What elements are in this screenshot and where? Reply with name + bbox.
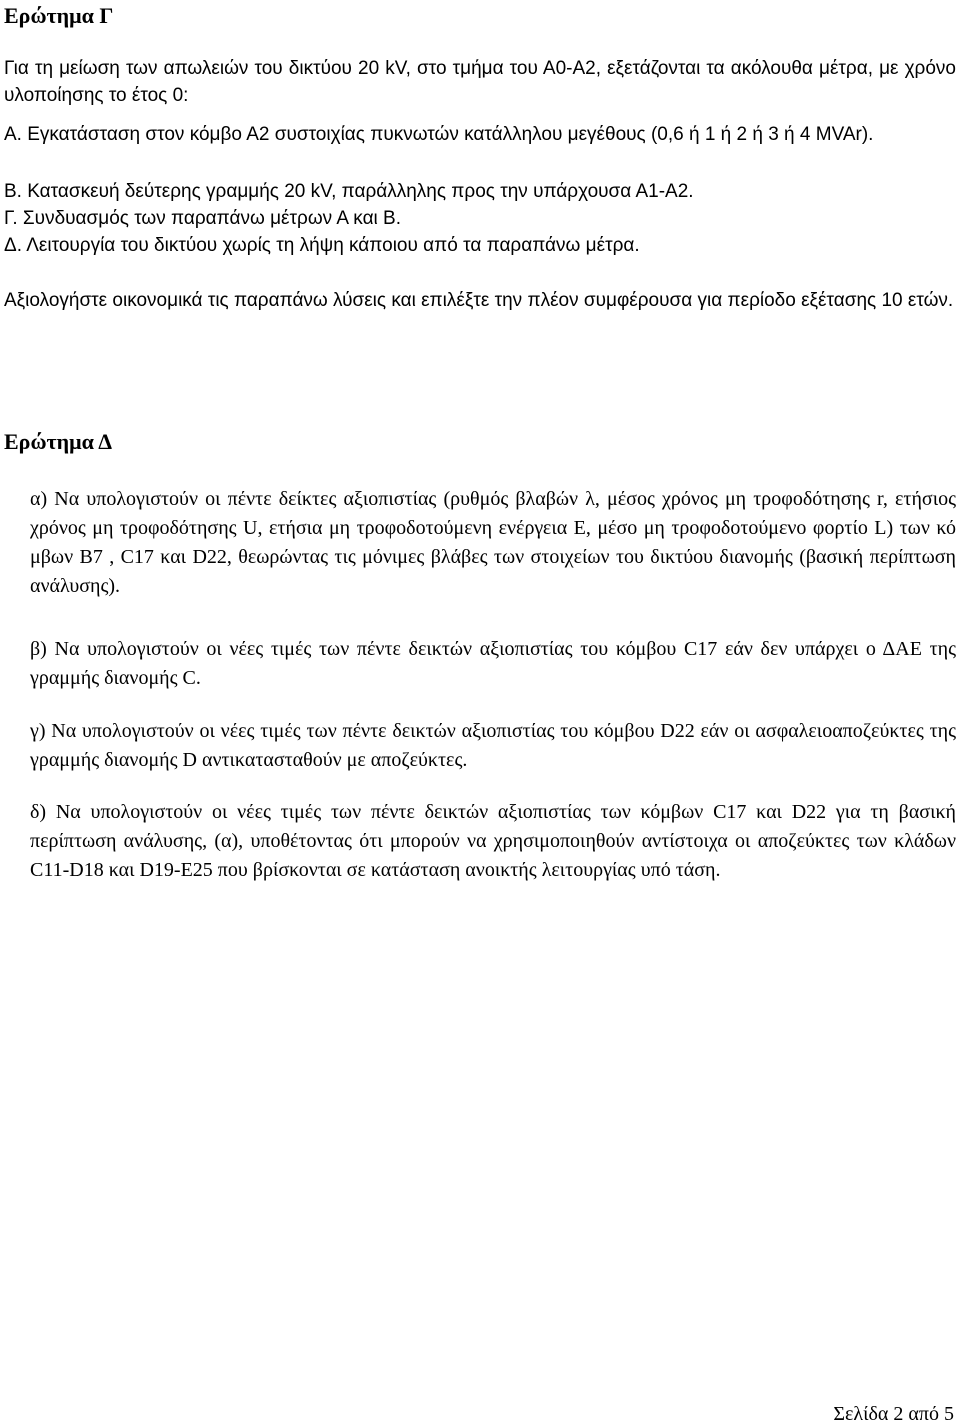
page-number: Σελίδα 2 από 5 xyxy=(833,1403,954,1425)
option-c: Γ. Συνδυασμός των παραπάνω μέτρων Α και Β. xyxy=(4,208,402,229)
question-d-part-d: δ) Να υπολογιστούν οι νέες τιμές των πέντε δεικτών αξιοπιστίας των κόμβων C17 και D22 για τη βασική περίπτωση ανάλυσης, (α), υποθέτοντας ότι μπορούν να χρησιμοποιηθούν αντίστοιχα οι αποζεύκτες των κλάδων C11-D18 και D19-E25 που βρίσκονται σε κατάσταση ανοικτής λειτουργίας υπό τάση. xyxy=(30,801,956,881)
option-a: Α. Εγκατάσταση στον κόμβο Α2 συστοιχίας πυκνωτών κατάλληλου μεγέθους (0,6 ή 1 ή 2 ή 3 ή 4 MVAr). xyxy=(4,124,874,145)
question-c-title: Ερώτημα Γ xyxy=(4,3,114,28)
question-d-title: Ερώτημα Δ xyxy=(4,429,112,454)
question-c-conclusion: Αξιολογήστε οικονομικά τις παραπάνω λύσεις και επιλέξτε την πλέον συμφέρουσα για περίοδο εξέτασης 10 ετών. xyxy=(4,290,954,311)
option-d: Δ. Λειτουργία του δικτύου χωρίς τη λήψη κάποιου από τα παραπάνω μέτρα. xyxy=(4,235,640,256)
question-d-part-c: γ) Να υπολογιστούν οι νέες τιμές των πέντε δεικτών αξιοπιστίας του κόμβου D22 εάν οι ασφαλειοαποζεύκτες της γραμμής διανομής D αντικατασταθούν με αποζεύκτες. xyxy=(30,720,956,771)
question-d-part-b: β) Να υπολογιστούν οι νέες τιμές των πέντε δεικτών αξιοπιστίας του κόμβου C17 εάν δεν υπάρχει ο ΔΑΕ της γραμμής διανομής C. xyxy=(30,638,956,689)
question-d-part-a: α) Να υπολογιστούν οι πέντε δείκτες αξιοπιστίας (ρυθμός βλαβών λ, μέσος χρόνος μη τροφοδότησης r, ετήσιος χρόνος μη τροφοδότησης U, ετήσια μη τροφοδοτούμενη ενέργεια E, μέσο μη τροφοδοτούμενο φορτίο L) των κό μβων B7 , C17 και D22, θεωρώντας τις μόνιμες βλάβες των στοιχείων του δικτύου διανομής (βασική περίπτωση ανάλυσης). xyxy=(30,488,956,597)
option-b: Β. Κατασκευή δεύτερης γραμμής 20 kV, παράλληλης προς την υπάρχουσα Α1-Α2. xyxy=(4,181,694,202)
question-c-intro: Για τη μείωση των απωλειών του δικτύου 20 kV, στο τμήμα του Α0-Α2, εξετάζονται τα ακόλουθα μέτρα, με χρόνο υλοποίησης το έτος 0: xyxy=(4,58,956,106)
